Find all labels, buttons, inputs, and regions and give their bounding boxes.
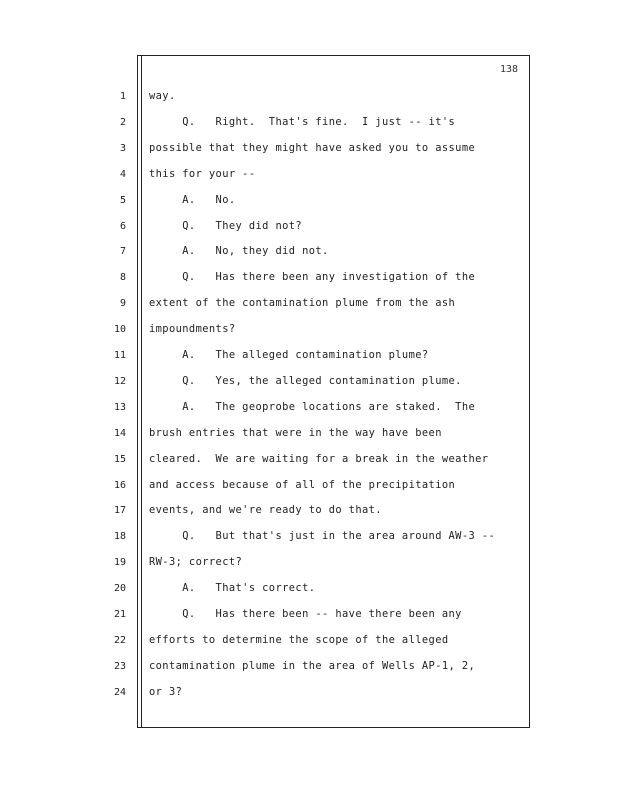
page-number: 138	[500, 64, 519, 75]
transcript-line: Q. Has there been -- have there been any	[149, 608, 462, 620]
line-number: 23	[113, 660, 126, 672]
transcript-line: efforts to determine the scope of the alleged	[149, 633, 449, 646]
transcript-line: possible that they might have asked you to assume	[149, 141, 476, 154]
line-number: 1	[119, 91, 126, 102]
transcript-line: Q. But that's just in the area around AW-3 --	[149, 530, 496, 543]
margin-rule	[141, 55, 142, 728]
transcript-line: or 3?	[149, 685, 183, 698]
transcript-line: extent of the contamination plume from the ash	[149, 297, 456, 310]
transcript-line: this for your --	[149, 167, 256, 180]
transcript-line: brush entries that were in the way have been	[149, 426, 442, 439]
transcript-line: way.	[149, 90, 176, 102]
line-number: 20	[113, 583, 126, 595]
line-number: 3	[119, 142, 126, 154]
transcript-line: Q. They did not?	[149, 219, 303, 232]
transcript-line: contamination plume in the area of Wells AP-1, 2,	[149, 659, 476, 672]
line-number: 24	[113, 686, 126, 698]
page-border	[137, 55, 530, 728]
line-number: 17	[113, 505, 126, 517]
transcript-line: cleared. We are waiting for a break in the weather	[149, 452, 489, 465]
line-number: 14	[113, 427, 126, 439]
line-number: 22	[113, 634, 126, 646]
line-number: 10	[113, 324, 126, 336]
transcript-line: A. No, they did not.	[149, 245, 329, 258]
line-number: 12	[113, 375, 126, 387]
line-number: 19	[113, 557, 126, 569]
line-number: 13	[113, 401, 126, 413]
transcript-line: Q. Has there been any investigation of the	[149, 271, 476, 284]
line-number: 7	[119, 246, 126, 258]
line-number: 2	[119, 116, 126, 128]
transcript-line: A. That's correct.	[149, 582, 316, 595]
transcript-line: impoundments?	[149, 323, 236, 336]
transcript-line: Q. Yes, the alleged contamination plume.	[149, 374, 462, 387]
line-number: 21	[113, 609, 126, 620]
line-number: 15	[113, 453, 126, 465]
line-number: 9	[119, 298, 126, 310]
transcript-line: events, and we're ready to do that.	[149, 504, 382, 517]
line-number: 11	[113, 350, 126, 361]
transcript-line: A. The alleged contamination plume?	[149, 349, 429, 361]
line-number: 5	[119, 194, 126, 206]
transcript-line: A. No.	[149, 193, 236, 206]
line-number: 16	[113, 479, 126, 491]
line-number: 6	[119, 220, 126, 232]
line-number: 8	[119, 272, 126, 284]
line-number: 4	[119, 168, 126, 180]
line-number: 18	[113, 531, 126, 543]
transcript-line: A. The geoprobe locations are staked. The	[149, 400, 476, 413]
transcript-line: Q. Right. That's fine. I just -- it's	[149, 115, 456, 128]
transcript-line: RW-3; correct?	[149, 556, 243, 569]
transcript-line: and access because of all of the precipitation	[149, 478, 456, 491]
